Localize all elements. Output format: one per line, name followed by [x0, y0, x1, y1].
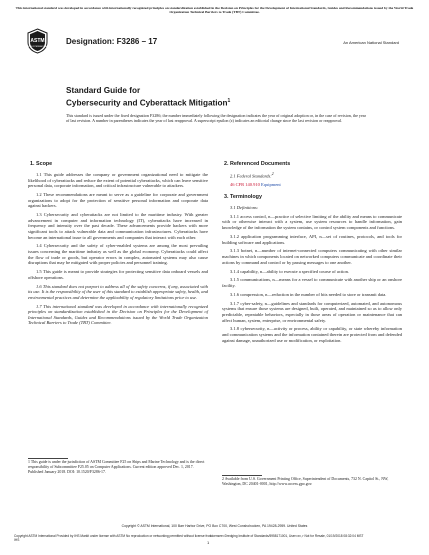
title-line-2 [66, 96, 366, 109]
scope-para-3: 1.3 Cybersecurity and cyberattacks are not limited to the maritime industry. With greater advancement in computer and information technology (IT), cyberattacks have increased in frequency and intensity over the past decade. These advancements provide hackers with more significant tools to attack vulnerable data and communication infrastructures. Cyberattacks have become an international issue to all governments and companies that interact with each other. [28, 212, 208, 240]
terminology-heading: 3. Terminology [224, 193, 262, 200]
svg-text:ASTM: ASTM [30, 38, 45, 44]
license-right: Licensee=Dredging Institute of Standards/5958171001, User=xx, r Not for Resale, 01/19/2018 08:32:04 MST [210, 534, 364, 538]
def-capability: 3.1.4 capability, n—ability to execute a specified course of action. [230, 268, 350, 274]
right-column [222, 161, 402, 347]
logo-caption: ASTM INTERNATIONAL [27, 46, 48, 48]
scope-para-2: 1.2 These recommendations are meant to serve as a guideline for corporate and government organizations to adopt for the protection of sensitive personal information and corporate data against hackers. [28, 192, 208, 209]
def-api: 3.1.2 application programming interface, API, n—set of routines, protocols, and tools for building software and applications. [222, 233, 402, 245]
astm-logo-icon [27, 28, 48, 54]
footnote-1: 1 This guide is under the jurisdiction of ASTM Committee F25 on Ships and Marine Technology and is the direct responsibility of Subcommittee F25.05 on Computer Applications. Current edition approved Dec. 1, 2017. Published January 2018. DOI: 10.1520/F3286-17. [28, 460, 205, 474]
cfr-title-link[interactable]: Equipment [261, 182, 281, 188]
scope-para-1: 1.1 This guide addresses the company or government organizational need to mitigate the likelihood of cyberattacks and reduce the extent of potential cyberattacks, which can leave sensitive personal data, corporate information, and critical infrastructure vulnerable to attackers. [28, 172, 208, 189]
scope-para-4: 1.4 Cybersecurity and the safety of cyber-enabled systems are among the most prevailing issues concerning the maritime industry as well as the global economy. Cyberattacks could affect the flow of trade or goods, but operator errors in complex, automated systems may also cause disruptions that may be mitigated with proper policies and personnel training. [28, 243, 208, 266]
definitions-heading: 3.1 Definitions: [230, 204, 259, 210]
standard-label: An American National Standard [343, 40, 399, 45]
cfr-code-link[interactable]: 46 CFR 140.910 [230, 182, 260, 188]
scope-para-7: 1.7 This international standard was developed in accordance with internationally recognized principles on standardization established in the Decision on Principles for the Development of International Standards, Guides and Recommendations issued by the World Trade Organization Technical Barriers to Trade (TBT) Committee. [28, 303, 208, 326]
scope-para-6: 1.6 This standard does not purport to address all of the safety concerns, if any, associated with its use. It is the responsibility of the user of this standard to establish appropriate safety, health, and environmental practices and determine the applicability of regulatory limitations prior to use. [28, 283, 208, 300]
left-column [28, 161, 208, 329]
footnote-divider-left [28, 458, 68, 459]
federal-standards [222, 172, 402, 179]
intro-note: This standard is issued under the fixed designation F3286; the number immediately following the designation indicates the year of original adoption or, in the case of revision, the year of last revision. A number in parentheses indicates the year of last reapproval. A superscript epsilon (ε) indicates an editorial change since the last revision or reapproval. [66, 113, 366, 123]
footnote-divider-right [222, 475, 262, 476]
astm-logo [27, 28, 48, 54]
title-footnote-mark: 1 [227, 98, 231, 104]
def-botnet: 3.1.3 botnet, n—number of internet-connected computers communicating with other similar machines in which components located on networked computers communicate and coordinate their actions by command and control or by passing messages to one another. [222, 248, 402, 265]
def-cybersecurity: 3.1.8 cybersecurity, n—activity or process, ability or capability, or state whereby information and communication systems and the information contained therein are protected from and defended against damage, unauthorized use or modification, or exploitation. [222, 326, 402, 343]
designation: Designation: F3286 – 17 [66, 37, 158, 46]
federal-standards-label: 2.1 Federal Standards: [230, 173, 272, 179]
def-access-control: 3.1.1 access control, n—practice of selective limiting of the ability and means to communicate with or otherwise interact with a system, use system resources to handle information, gain knowledge of the information the system contains, or control system components and functions. [222, 213, 402, 231]
def-communications: 3.1.5 communications, n—means for a vessel to communicate with another ship or an onshore facility. [222, 277, 402, 288]
page-number: 1 [207, 540, 210, 545]
federal-standards-mark: 2 [271, 172, 274, 176]
title-main: Cybersecurity and Cyberattack Mitigation [66, 98, 228, 108]
document-title [66, 86, 366, 109]
scope-heading: 1. Scope [30, 161, 53, 167]
def-compression: 3.1.6 compression, n—reduction in the number of bits needed to store or transmit data. [230, 291, 387, 297]
def-cyber-safety: 3.1.7 cyber-safety, n—guidelines and standards for computerized, automated, and autonomous systems that ensure those systems are designed, built, operated, and maintained so as to allow only predictable, repeatable behaviors, especially in those areas of operation or maintenance that can affect human, system, enterprise, or environmental safety. [222, 300, 402, 323]
license-left: Copyright ASTM International Provided by IHS Markit under license with ASTM No reproduction or networking permitted without license from IHS [14, 534, 212, 542]
wto-banner: This international standard was developed in accordance with internationally recognized principles on standardization established in the Decision on Principles for the Development of International Standards, Guides and Recommendations issued by the World Trade Organization Technical Barriers to Trade (TBT) Committee. [15, 6, 414, 15]
copyright-line: Copyright © ASTM International, 100 Barr Harbor Drive, PO Box C700, West Conshohocken, PA 19428-2959. United States [121, 524, 308, 528]
references-heading: 2. Referenced Documents [224, 161, 291, 167]
footnote-2: 2 Available from U.S. Government Printing Office, Superintendent of Documents, 732 N. Capitol St., NW, Washington, DC 20401-0001, http://www.access.gpo.gov. [222, 477, 389, 486]
title-line-1: Standard Guide for [66, 86, 141, 95]
scope-para-5: 1.5 This guide is meant to provide strategies for protecting sensitive data onboard vessels and offshore operations. [28, 269, 208, 280]
